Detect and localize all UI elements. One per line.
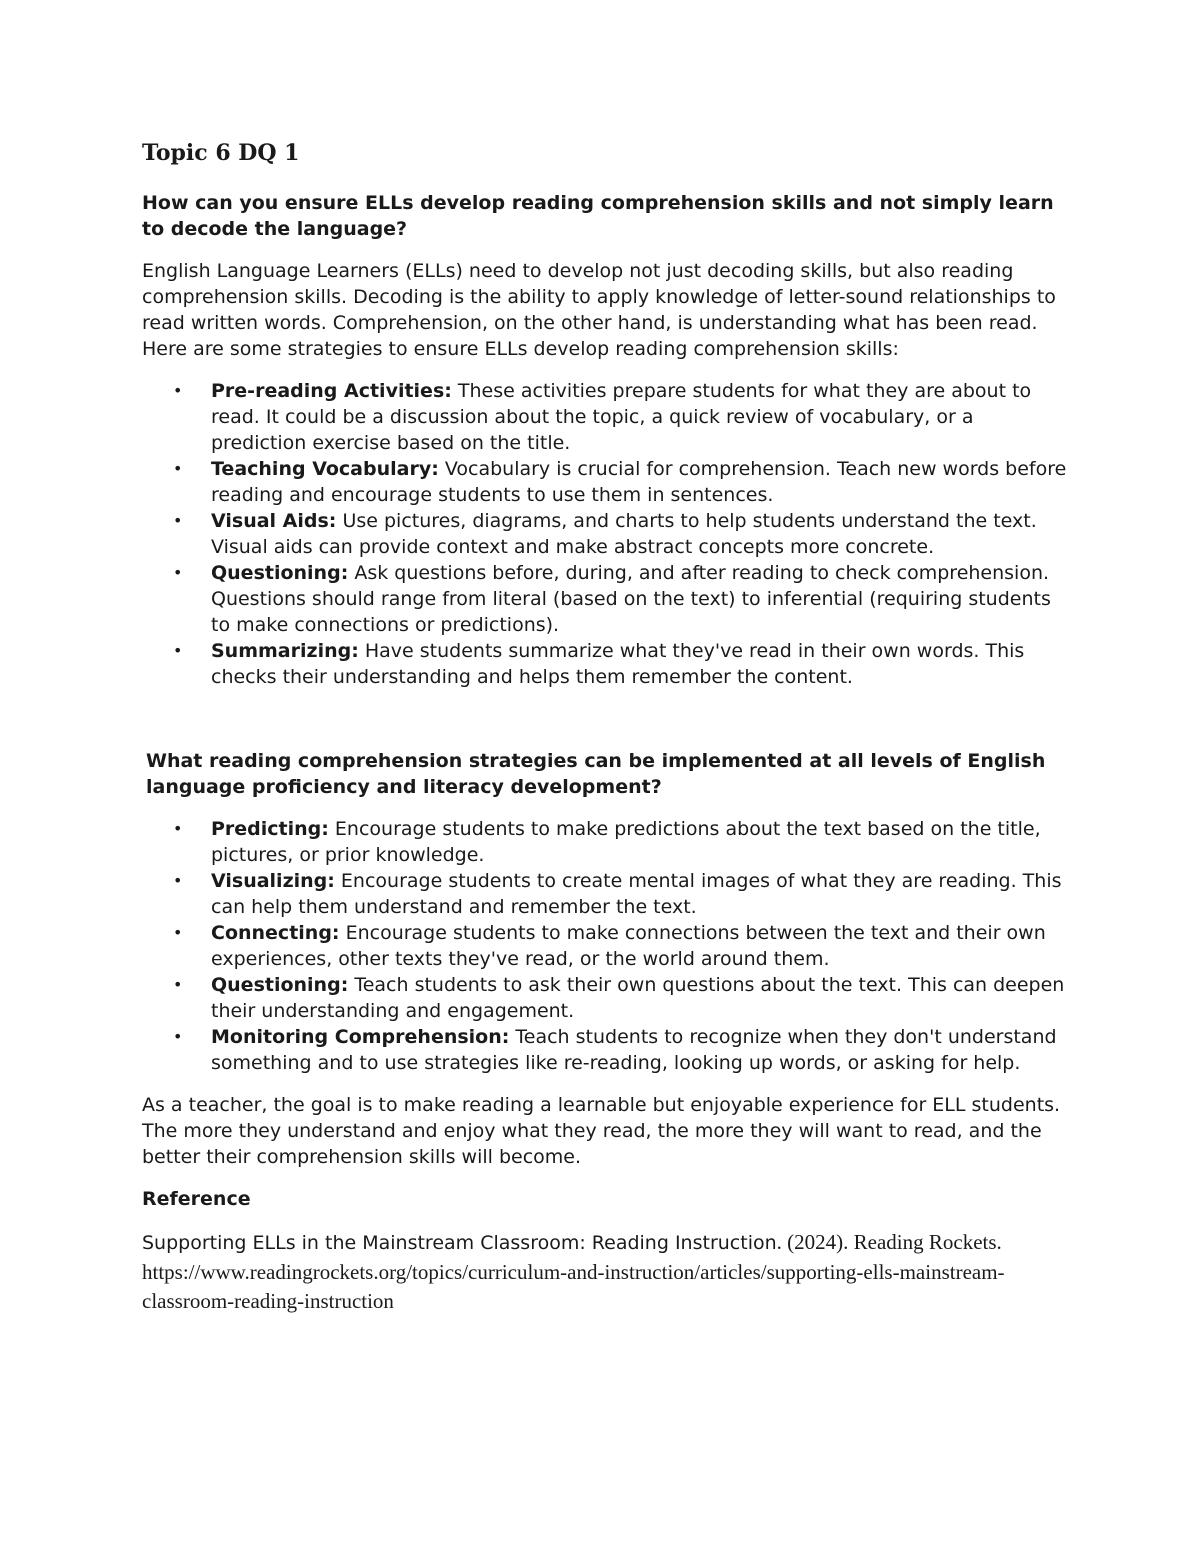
list-item <box>142 638 1072 690</box>
item-term: Summarizing: <box>211 640 359 663</box>
spacer <box>142 706 1072 748</box>
item-text: Use pictures, diagrams, and charts to help students understand the text. Visual aids can provide context and make abstract concepts more concrete. <box>211 510 1037 559</box>
document-title: Topic 6 DQ 1 <box>142 140 300 166</box>
strategy-list-1 <box>142 378 1072 690</box>
bullet-icon: • <box>173 563 183 583</box>
intro-paragraph: English Language Learners (ELLs) need to develop not just decoding skills, but also reading comprehension skills. Decoding is the ability to apply knowledge of letter-sound relationships to read written words. Comprehension, on the other hand, is understanding what has been read. Here are some strategies to ensure ELLs develop reading comprehension skills: <box>142 260 1056 361</box>
item-text: Encourage students to create mental images of what they are reading. This can help them understand and remember the text. <box>211 870 1062 919</box>
item-text: Ask questions before, during, and after reading to check comprehension. Questions should range from literal (based on the text) to inferential (requiring students to make connections or predictions). <box>211 562 1051 637</box>
reference-entry <box>142 1228 1072 1316</box>
list-item <box>142 816 1072 868</box>
document-page <box>142 140 1072 1316</box>
conclusion-paragraph: As a teacher, the goal is to make reading a learnable but enjoyable experience for ELL students. The more they understand and enjoy what they read, the more they will want to read, and the better their comprehension skills will become. <box>142 1094 1061 1169</box>
list-item <box>142 972 1072 1024</box>
bullet-icon: • <box>173 819 183 839</box>
list-item <box>142 456 1072 508</box>
item-term: Monitoring Comprehension: <box>211 1026 510 1049</box>
item-term: Visualizing: <box>211 870 335 893</box>
list-item <box>142 868 1072 920</box>
item-term: Predicting: <box>211 818 329 841</box>
list-item <box>142 1024 1072 1076</box>
question-1: How can you ensure ELLs develop reading comprehension skills and not simply learn to decode the language? <box>142 192 1054 241</box>
bullet-icon: • <box>173 511 183 531</box>
reference-heading: Reference <box>142 1188 251 1211</box>
bullet-icon: • <box>173 641 183 661</box>
bullet-icon: • <box>173 1027 183 1047</box>
list-item <box>142 378 1072 456</box>
item-text: Vocabulary is crucial for comprehension. Teach new words before reading and encourage students to use them in sentences. <box>211 458 1067 507</box>
reference-title: Supporting ELLs in the Mainstream Classroom: Reading Instruction <box>142 1232 777 1255</box>
item-term: Pre-reading Activities: <box>211 380 452 403</box>
bullet-icon: • <box>173 381 183 401</box>
list-item <box>142 920 1072 972</box>
item-term: Questioning: <box>211 974 349 997</box>
item-term: Connecting: <box>211 922 340 945</box>
question-2: What reading comprehension strategies can be implemented at all levels of English language proficiency and literacy development? <box>146 750 1046 799</box>
item-text: Have students summarize what they've read in their own words. This checks their understanding and helps them remember the content. <box>211 640 1025 689</box>
item-term: Questioning: <box>211 562 349 585</box>
strategy-list-2 <box>142 816 1072 1076</box>
reference-details: . (2024). Reading Rockets. https://www.readingrockets.org/topics/curriculum-and-instruction/articles/supporting-ells-mainstream-classroom-reading-instruction <box>142 1230 1005 1314</box>
bullet-icon: • <box>173 871 183 891</box>
item-term: Teaching Vocabulary: <box>211 458 439 481</box>
bullet-icon: • <box>173 923 183 943</box>
item-text: Encourage students to make connections between the text and their own experiences, other texts they've read, or the world around them. <box>211 922 1046 971</box>
bullet-icon: • <box>173 459 183 479</box>
list-item <box>142 508 1072 560</box>
list-item <box>142 560 1072 638</box>
item-text: Encourage students to make predictions about the text based on the title, pictures, or prior knowledge. <box>211 818 1041 867</box>
item-text: These activities prepare students for what they are about to read. It could be a discussion about the topic, a quick review of vocabulary, or a prediction exercise based on the title. <box>211 380 1032 455</box>
item-term: Visual Aids: <box>211 510 337 533</box>
item-text: Teach students to ask their own questions about the text. This can deepen their understanding and engagement. <box>211 974 1065 1023</box>
item-text: Teach students to recognize when they don't understand something and to use strategies like re-reading, looking up words, or asking for help. <box>211 1026 1057 1075</box>
bullet-icon: • <box>173 975 183 995</box>
